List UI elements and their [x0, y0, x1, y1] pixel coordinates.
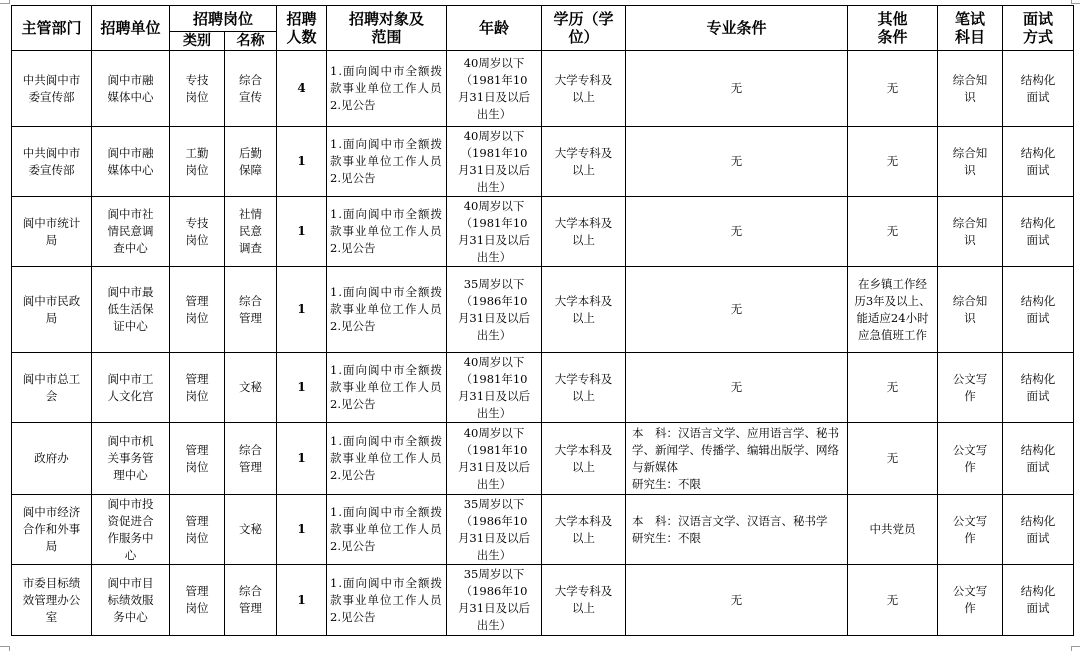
- cell-other: [848, 495, 938, 565]
- cell-interview: [1003, 197, 1074, 267]
- cell-name-text: 后勤保障: [239, 145, 262, 177]
- cell-unit-text: 阆中市社情民意调查中心: [107, 207, 154, 255]
- cell-unit-text: 阆中市融媒体中心: [107, 72, 154, 104]
- cell-name-text: 文秘: [239, 380, 262, 394]
- cell-age: [447, 353, 542, 423]
- cell-target-line-1: 1.面向阆中市全额拨款事业单位工作人员: [330, 285, 443, 316]
- cell-target: [327, 197, 447, 267]
- cell-type-text: 管理岗位: [185, 442, 209, 474]
- cell-unit: [92, 353, 170, 423]
- cell-type-text: 管理岗位: [185, 513, 209, 545]
- cell-count-text: 1: [297, 451, 306, 465]
- header-written: [938, 6, 1003, 51]
- cell-interview: [1003, 127, 1074, 197]
- cell-dept-text: 阆中市统计局: [22, 215, 81, 247]
- cell-dept: [12, 197, 92, 267]
- cell-type: [170, 353, 225, 423]
- cell-education: [542, 267, 626, 353]
- cell-written: [938, 127, 1003, 197]
- cell-education-text: 大学本科及以上: [554, 513, 613, 545]
- cell-dept: [12, 423, 92, 495]
- cell-target-line-2: 2.见公告: [330, 241, 376, 255]
- cell-major: [626, 495, 848, 565]
- cell-other: [848, 565, 938, 636]
- cell-other-text: 无: [886, 224, 899, 238]
- cell-count-text: 1: [297, 522, 306, 536]
- cell-education: [542, 495, 626, 565]
- cell-target-line-2: 2.见公告: [330, 539, 376, 553]
- cell-interview: [1003, 423, 1074, 495]
- cell-target: [327, 51, 447, 127]
- cell-written: [938, 565, 1003, 636]
- cell-count: [277, 51, 327, 127]
- corner-mark-top-right: [1071, 3, 1080, 4]
- cell-type: [170, 423, 225, 495]
- cell-type-text: 管理岗位: [185, 371, 209, 403]
- corner-mark-top-left: [0, 3, 9, 4]
- cell-type-text: 管理岗位: [185, 584, 209, 615]
- cell-other-text: 在乡镇工作经历3年及以上、能适应24小时应急值班工作: [854, 276, 931, 342]
- header-position-name: 名称: [225, 32, 277, 51]
- cell-name-text: 综合管理: [239, 584, 262, 615]
- cell-type: [170, 127, 225, 197]
- cell-written: [938, 197, 1003, 267]
- header-interview-text: 面试方式: [1023, 10, 1054, 46]
- cell-name: [225, 495, 277, 565]
- table-row: [12, 51, 1074, 127]
- cell-major-text: 本 科：汉语言文学、汉语言、秘书学 研究生：不限: [632, 513, 828, 545]
- cell-unit: [92, 495, 170, 565]
- header-count-text: 招聘人数: [286, 10, 317, 46]
- cell-age-text: 40周岁以下（1981年10月31日及以后出生）: [457, 425, 531, 491]
- cell-other-text: 无: [886, 451, 899, 465]
- cell-major-text: 无: [730, 224, 743, 238]
- cell-education: [542, 353, 626, 423]
- cell-dept-text: 阆中市总工会: [22, 371, 81, 403]
- cell-age-text: 35周岁以下（1986年10月31日及以后出生）: [457, 276, 531, 342]
- cell-interview: [1003, 51, 1074, 127]
- cell-education-text: 大学专科及以上: [554, 371, 613, 403]
- cell-age: [447, 197, 542, 267]
- header-position-type: 类别: [170, 32, 225, 51]
- cell-other: [848, 197, 938, 267]
- cell-interview-text: 结构化面试: [1020, 584, 1056, 615]
- table-row: [12, 197, 1074, 267]
- corner-mark-bottom-right: [1071, 646, 1072, 651]
- cell-age: [447, 267, 542, 353]
- cell-type-text: 专技岗位: [185, 215, 209, 247]
- cell-other: [848, 267, 938, 353]
- cell-education-text: 大学专科及以上: [554, 584, 613, 615]
- cell-other-text: 中共党员: [869, 522, 916, 536]
- cell-unit-text: 阆中市投资促进合作服务中心: [107, 496, 154, 562]
- cell-name: [225, 267, 277, 353]
- cell-count-text: 1: [297, 302, 306, 316]
- cell-major: [626, 565, 848, 636]
- cell-major: [626, 423, 848, 495]
- corner-mark-top-left: [9, 0, 10, 4]
- cell-age-text: 40周岁以下（1981年10月31日及以后出生）: [457, 128, 531, 194]
- cell-target: [327, 423, 447, 495]
- header-written-text: 笔试科目: [955, 10, 986, 46]
- table-row: [12, 495, 1074, 565]
- cell-unit: [92, 51, 170, 127]
- cell-count-text: 1: [297, 592, 306, 607]
- cell-major: [626, 51, 848, 127]
- cell-type-text: 工勤岗位: [185, 145, 209, 177]
- cell-count: [277, 565, 327, 636]
- cell-target-line-1: 1.面向阆中市全额拨款事业单位工作人员: [330, 434, 443, 465]
- cell-name: [225, 127, 277, 197]
- cell-name-text: 社情民意调查: [239, 207, 262, 255]
- cell-target-line-2: 2.见公告: [330, 98, 376, 112]
- cell-written: [938, 495, 1003, 565]
- cell-type: [170, 267, 225, 353]
- cell-age-text: 40周岁以下（1981年10月31日及以后出生）: [457, 55, 531, 121]
- cell-target-line-2: 2.见公告: [330, 397, 376, 411]
- cell-target: [327, 565, 447, 636]
- cell-dept-text: 中共阆中市委宣传部: [22, 72, 81, 104]
- cell-target-line-1: 1.面向阆中市全额拨款事业单位工作人员: [330, 575, 443, 607]
- cell-written: [938, 267, 1003, 353]
- cell-dept: [12, 565, 92, 636]
- cell-major-text: 无: [730, 81, 743, 95]
- cell-unit: [92, 267, 170, 353]
- cell-dept: [12, 127, 92, 197]
- cell-name: [225, 565, 277, 636]
- cell-major: [626, 127, 848, 197]
- cell-target: [327, 495, 447, 565]
- cell-other-text: 无: [886, 154, 899, 168]
- cell-target-line-2: 2.见公告: [330, 468, 376, 482]
- table-row: [12, 267, 1074, 353]
- header-education-text: 学历（学位）: [553, 10, 614, 46]
- cell-interview: [1003, 267, 1074, 353]
- header-interview: [1003, 6, 1074, 51]
- cell-interview-text: 结构化面试: [1020, 442, 1056, 474]
- cell-education: [542, 51, 626, 127]
- cell-written: [938, 423, 1003, 495]
- cell-other-text: 无: [886, 380, 899, 394]
- cell-target: [327, 127, 447, 197]
- header-position: 招聘岗位: [170, 6, 277, 32]
- cell-type: [170, 197, 225, 267]
- corner-mark-top-right: [1071, 0, 1072, 4]
- cell-target-line-1: 1.面向阆中市全额拨款事业单位工作人员: [330, 64, 443, 95]
- cell-written: [938, 51, 1003, 127]
- header-count: [277, 6, 327, 51]
- cell-unit-text: 阆中市机关事务管理中心: [107, 434, 154, 482]
- cell-dept-text: 市委目标绩效管理办公室: [22, 575, 81, 624]
- cell-dept-text: 政府办: [34, 451, 69, 465]
- cell-type: [170, 495, 225, 565]
- cell-dept-text: 阆中市经济合作和外事局: [22, 505, 81, 553]
- cell-interview: [1003, 353, 1074, 423]
- cell-education-text: 大学专科及以上: [554, 145, 613, 177]
- cell-target-line-1: 1.面向阆中市全额拨款事业单位工作人员: [330, 363, 443, 394]
- cell-name: [225, 423, 277, 495]
- cell-interview-text: 结构化面试: [1020, 72, 1056, 104]
- cell-target-line-2: 2.见公告: [330, 319, 376, 333]
- header-unit: 招聘单位: [92, 6, 170, 51]
- cell-interview-text: 结构化面试: [1020, 371, 1056, 403]
- corner-mark-bottom-left: [9, 646, 10, 651]
- cell-target-line-1: 1.面向阆中市全额拨款事业单位工作人员: [330, 137, 443, 168]
- cell-education: [542, 127, 626, 197]
- cell-major-text: 无: [730, 154, 743, 168]
- cell-education: [542, 197, 626, 267]
- cell-type-text: 管理岗位: [185, 293, 209, 325]
- cell-other: [848, 127, 938, 197]
- cell-type: [170, 565, 225, 636]
- cell-count: [277, 197, 327, 267]
- header-target: [327, 6, 447, 51]
- header-other-text: 其他条件: [877, 10, 908, 46]
- cell-written-text: 综合知识: [952, 145, 988, 177]
- cell-interview-text: 结构化面试: [1020, 293, 1056, 325]
- cell-education-text: 大学专科及以上: [554, 72, 613, 104]
- cell-education-text: 大学本科及以上: [554, 442, 613, 474]
- cell-age-text: 35周岁以下（1986年10月31日及以后出生）: [457, 496, 531, 562]
- cell-major: [626, 353, 848, 423]
- cell-interview-text: 结构化面试: [1020, 145, 1056, 177]
- table-row: [12, 127, 1074, 197]
- cell-written: [938, 353, 1003, 423]
- cell-name: [225, 197, 277, 267]
- cell-count-text: 4: [297, 81, 306, 95]
- cell-education: [542, 565, 626, 636]
- cell-count: [277, 423, 327, 495]
- cell-written-text: 综合知识: [952, 293, 988, 325]
- table-row: [12, 353, 1074, 423]
- cell-other: [848, 423, 938, 495]
- cell-target-line-1: 1.面向阆中市全额拨款事业单位工作人员: [330, 505, 443, 536]
- cell-dept: [12, 495, 92, 565]
- cell-major-text: 无: [730, 302, 743, 316]
- cell-unit: [92, 127, 170, 197]
- table-body: [12, 51, 1074, 636]
- header-age: 年龄: [447, 6, 542, 51]
- cell-other: [848, 353, 938, 423]
- cell-count-text: 1: [297, 154, 306, 168]
- cell-other: [848, 51, 938, 127]
- cell-interview: [1003, 565, 1074, 636]
- cell-age: [447, 127, 542, 197]
- cell-dept-text: 阆中市民政局: [22, 293, 81, 325]
- cell-unit-text: 阆中市最低生活保证中心: [107, 285, 154, 333]
- cell-name: [225, 353, 277, 423]
- cell-age-text: 35周岁以下（1986年10月31日及以后出生）: [457, 567, 531, 632]
- cell-count: [277, 267, 327, 353]
- cell-other-text: 无: [886, 81, 899, 95]
- cell-age: [447, 495, 542, 565]
- cell-interview-text: 结构化面试: [1020, 215, 1056, 247]
- cell-written-text: 公文写作: [952, 513, 988, 545]
- cell-education: [542, 423, 626, 495]
- cell-dept: [12, 51, 92, 127]
- cell-interview-text: 结构化面试: [1020, 513, 1056, 545]
- cell-unit: [92, 423, 170, 495]
- cell-name-text: 综合宣传: [239, 72, 262, 104]
- cell-unit-text: 阆中市目标绩效服务中心: [107, 575, 154, 624]
- cell-education-text: 大学本科及以上: [554, 215, 613, 247]
- cell-written-text: 公文写作: [952, 442, 988, 474]
- cell-target-line-2: 2.见公告: [330, 171, 376, 185]
- recruitment-table: [11, 5, 1074, 636]
- cell-count: [277, 127, 327, 197]
- cell-major-text: 本 科：汉语言文学、应用语言学、秘书学、新闻学、传播学、编辑出版学、网络与新媒体 研究生：不限: [632, 425, 840, 491]
- cell-unit-text: 阆中市融媒体中心: [107, 145, 154, 177]
- cell-age-text: 40周岁以下（1981年10月31日及以后出生）: [457, 354, 531, 420]
- cell-age-text: 40周岁以下（1981年10月31日及以后出生）: [457, 198, 531, 264]
- cell-unit: [92, 197, 170, 267]
- cell-dept: [12, 353, 92, 423]
- cell-written-text: 公文写作: [952, 584, 988, 615]
- cell-interview: [1003, 495, 1074, 565]
- cell-count: [277, 353, 327, 423]
- cell-name-text: 文秘: [239, 522, 262, 536]
- cell-major-text: 无: [730, 380, 743, 394]
- cell-type: [170, 51, 225, 127]
- cell-target: [327, 353, 447, 423]
- header-major: 专业条件: [626, 6, 848, 51]
- header-dept: 主管部门: [12, 6, 92, 51]
- cell-age: [447, 423, 542, 495]
- cell-written-text: 公文写作: [952, 371, 988, 403]
- corner-mark-bottom-right: [1071, 646, 1080, 647]
- cell-written-text: 综合知识: [952, 72, 988, 104]
- cell-major-text: 无: [730, 592, 743, 607]
- cell-name-text: 综合管理: [239, 293, 262, 325]
- cell-count-text: 1: [297, 380, 306, 394]
- header-education: [542, 6, 626, 51]
- cell-major: [626, 197, 848, 267]
- cell-age: [447, 565, 542, 636]
- cell-unit: [92, 565, 170, 636]
- cell-name: [225, 51, 277, 127]
- cell-unit-text: 阆中市工人文化宫: [107, 371, 154, 403]
- cell-major: [626, 267, 848, 353]
- cell-target-line-2: 2.见公告: [330, 609, 376, 624]
- cell-education-text: 大学本科及以上: [554, 293, 613, 325]
- cell-type-text: 专技岗位: [185, 72, 209, 104]
- cell-dept-text: 中共阆中市委宣传部: [22, 145, 81, 177]
- cell-target: [327, 267, 447, 353]
- cell-target-line-1: 1.面向阆中市全额拨款事业单位工作人员: [330, 207, 443, 238]
- table-row: [12, 423, 1074, 495]
- table-row: [12, 565, 1074, 636]
- cell-count: [277, 495, 327, 565]
- corner-mark-bottom-left: [0, 646, 9, 647]
- cell-written-text: 综合知识: [952, 215, 988, 247]
- cell-count-text: 1: [297, 224, 306, 238]
- cell-age: [447, 51, 542, 127]
- cell-dept: [12, 267, 92, 353]
- cell-other-text: 无: [886, 592, 899, 607]
- header-target-text: 招聘对象及范围: [349, 10, 425, 46]
- cell-name-text: 综合管理: [239, 442, 262, 474]
- header-other: [848, 6, 938, 51]
